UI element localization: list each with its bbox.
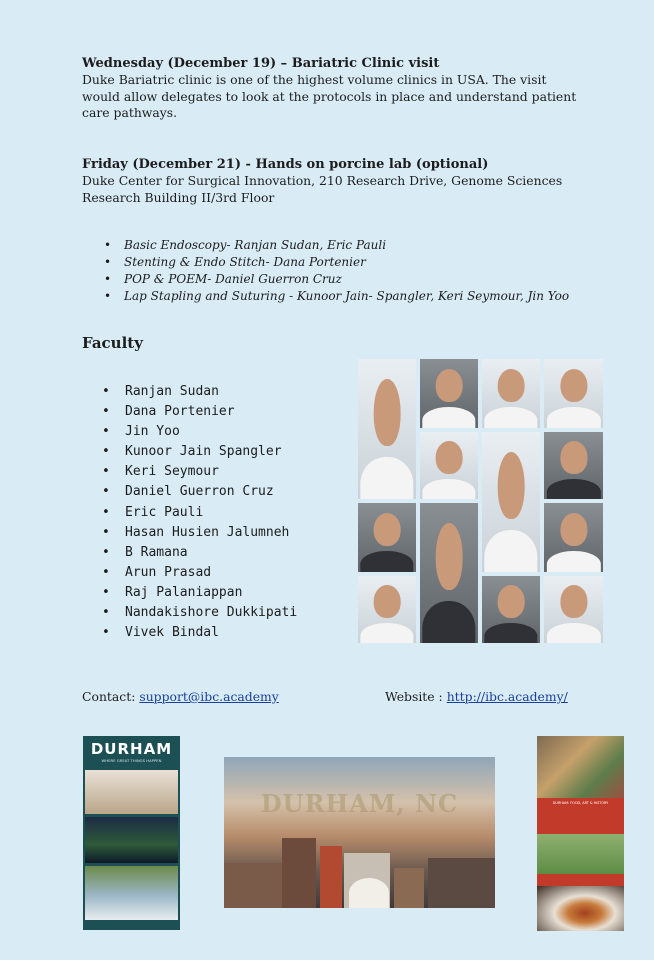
- faculty-photo: [544, 432, 603, 499]
- magazine-headline: DURHAM: FOOD, ART & HISTORY: [552, 801, 609, 805]
- durham-book-tagline: WHERE GREAT THINGS HAPPEN: [101, 758, 162, 763]
- magazine-photo: [537, 886, 624, 931]
- faculty-photo: [420, 359, 478, 428]
- list-item: • Ranjan Sudan: [102, 382, 297, 402]
- wednesday-section: [82, 56, 582, 122]
- building: [394, 868, 424, 908]
- list-item: • POP & POEM- Daniel Guerron Cruz: [102, 271, 569, 288]
- faculty-photo: [420, 503, 478, 643]
- list-item: • Dana Portenier: [102, 402, 297, 422]
- friday-body: Duke Center for Surgical Innovation, 210 Research Drive, Genome Sciences Research Building II/3rd Floor: [82, 173, 563, 205]
- list-item: • Eric Pauli: [102, 503, 297, 523]
- list-item: • Basic Endoscopy- Ranjan Sudan, Eric Pauli: [102, 237, 569, 254]
- durham-skyline-image: [224, 757, 495, 908]
- faculty-photo: [482, 432, 540, 572]
- lab-sessions-list: [102, 237, 569, 305]
- faculty-photo: [358, 576, 416, 643]
- magazine-photo: [537, 834, 624, 874]
- list-item: • Arun Prasad: [102, 563, 297, 583]
- website-line: [385, 689, 568, 704]
- friday-heading: Friday (December 21) - Hands on porcine lab (optional): [82, 157, 489, 172]
- book-photo: [85, 817, 178, 863]
- website-label: Website :: [385, 689, 443, 704]
- faculty-photo-grid: [358, 359, 603, 643]
- contact-label: Contact:: [82, 689, 136, 704]
- list-item: • Keri Seymour: [102, 462, 297, 482]
- book-photo: [85, 866, 178, 920]
- faculty-photo: [358, 359, 416, 499]
- building: [428, 858, 495, 908]
- faculty-photo: [358, 503, 416, 572]
- water-tower: [349, 878, 389, 908]
- list-item: • Vivek Bindal: [102, 623, 297, 643]
- faculty-list: [102, 382, 297, 643]
- list-item: • B Ramana: [102, 543, 297, 563]
- building: [282, 838, 316, 908]
- friday-section: [82, 157, 582, 206]
- list-item: • Hasan Husien Jalumneh: [102, 523, 297, 543]
- durham-magazine-cover-image: [537, 736, 624, 931]
- list-item: • Stenting & Endo Stitch- Dana Portenier: [102, 254, 569, 271]
- website-link[interactable]: http://ibc.academy/: [446, 689, 568, 704]
- faculty-photo: [544, 576, 603, 643]
- faculty-photo: [482, 576, 540, 643]
- contact-line: [82, 689, 279, 704]
- book-photo: [85, 770, 178, 814]
- list-item: • Daniel Guerron Cruz: [102, 482, 297, 502]
- building: [320, 846, 342, 908]
- magazine-banner: [537, 874, 624, 886]
- city-title: DURHAM, NC: [260, 789, 459, 818]
- list-item: • Kunoor Jain Spangler: [102, 442, 297, 462]
- list-item: • Nandakishore Dukkipati: [102, 603, 297, 623]
- building: [224, 863, 284, 908]
- wednesday-heading: Wednesday (December 19) – Bariatric Clinic visit: [82, 56, 440, 71]
- contact-email-link[interactable]: support@ibc.academy: [139, 689, 279, 704]
- list-item: • Raj Palaniappan: [102, 583, 297, 603]
- faculty-heading: Faculty: [82, 334, 143, 352]
- magazine-photo: [537, 736, 624, 798]
- faculty-photo: [482, 359, 540, 428]
- list-item: • Jin Yoo: [102, 422, 297, 442]
- magazine-banner: [537, 798, 624, 834]
- durham-guide-cover-image: [83, 736, 180, 930]
- durham-book-title: DURHAM: [90, 740, 173, 758]
- faculty-photo: [544, 359, 603, 428]
- faculty-photo: [420, 432, 478, 499]
- faculty-photo: [544, 503, 603, 572]
- wednesday-body: Duke Bariatric clinic is one of the highest volume clinics in USA. The visit would allow delegates to look at the protocols in place and understand patient care pathways.: [82, 72, 577, 120]
- list-item: • Lap Stapling and Suturing - Kunoor Jain- Spangler, Keri Seymour, Jin Yoo: [102, 288, 569, 305]
